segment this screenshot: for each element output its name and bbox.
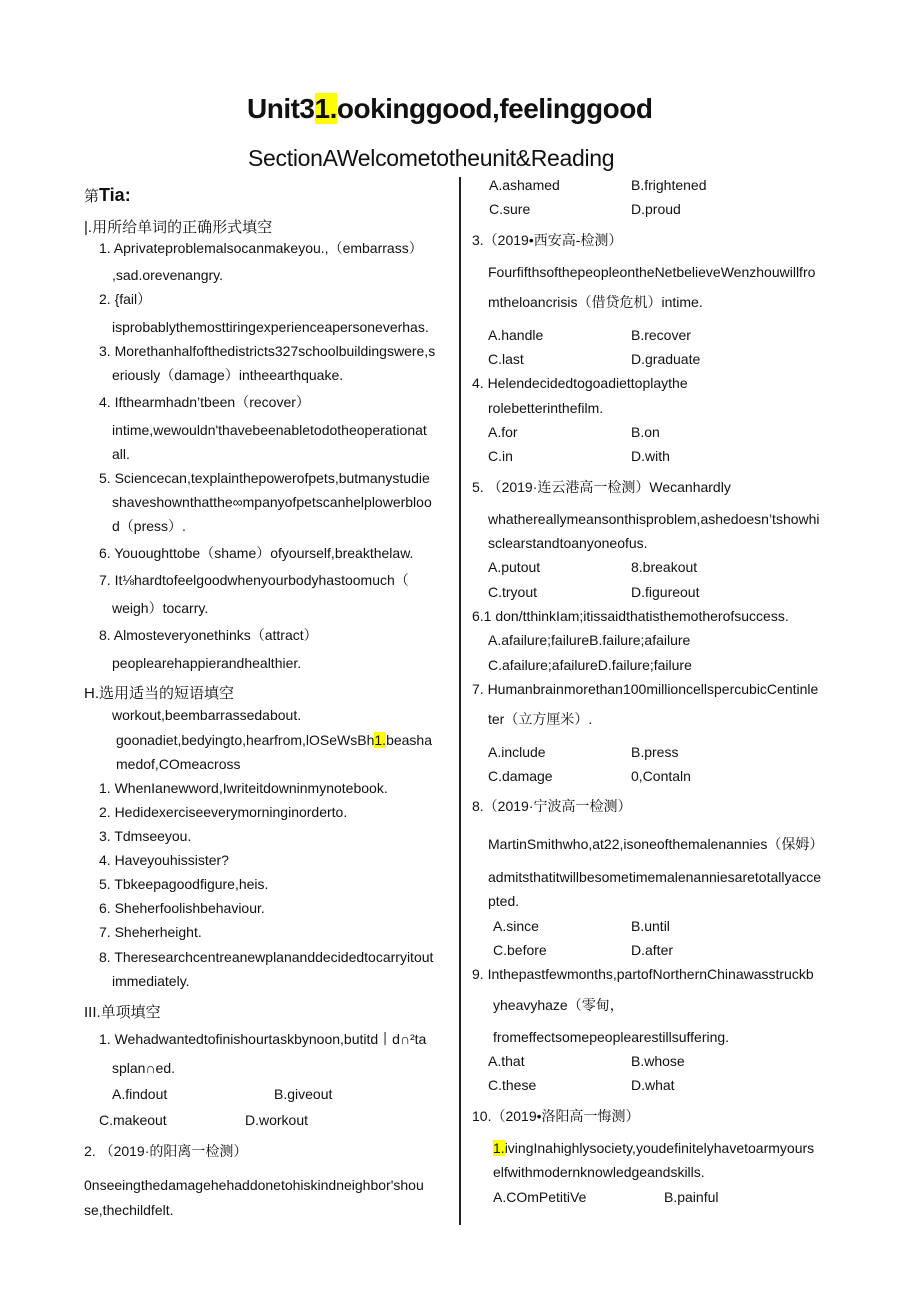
option: B.press (631, 744, 679, 760)
question-line: 7. Humanbrainmorethan100millioncellspercubicCentinle (472, 681, 819, 697)
phrase-list: medof,COmeacross (116, 756, 241, 772)
option: A.handle (488, 327, 544, 343)
page-subtitle: SectionAWelcometotheunit&Reading (248, 145, 615, 171)
phrase-highlight: 1. (374, 732, 387, 748)
section-title-3: III.单项填空 (84, 1004, 161, 1021)
question-line: 8. Theresearchcentreanewplananddecidedtocarryitout (99, 949, 434, 965)
question-line: ,sad.orevenangry. (112, 267, 224, 283)
option: D.workout (245, 1112, 309, 1128)
question-line: 5. Tbkeepagoodfigure,heis. (99, 876, 269, 892)
option: B.on (631, 424, 660, 440)
question-line: 4. Helendecidedtogoadiettoplaythe (472, 375, 688, 391)
option: C.tryout (488, 584, 538, 600)
section-title-2: H.选用适当的短语填空 (84, 685, 235, 702)
question-line (493, 1139, 814, 1157)
question-line: MartinSmithwho,at22,isoneofthemalenannies（保姆） (488, 836, 824, 852)
option: A.putout (488, 559, 541, 575)
question-line: weigh）tocarry. (112, 600, 209, 616)
question-line: se,thechildfelt. (84, 1202, 174, 1218)
question-line: 7. It⅛hardtofeelgoodwhenyourbodyhastoomuch（ (99, 572, 409, 588)
question-line: sclearstandtoanyoneofus. (488, 535, 648, 551)
column-divider (459, 177, 461, 1225)
title-part: Unit3 (247, 93, 315, 124)
question-line: 5. （2019·连云港高一检测）Wecanhardly (472, 479, 731, 495)
heading-tia: Tia: (99, 185, 131, 205)
option: C.damage (488, 768, 553, 784)
question-line: 6.1 don/tthinkIam;itissaidthatisthemotherofsuccess. (472, 608, 789, 624)
option: A.findout (112, 1086, 168, 1102)
option: D.proud (631, 201, 681, 217)
question-line: FourfifthsofthepeopleontheNetbelieveWenzhouwillfro (488, 264, 816, 280)
question-line: 2. Hedidexerciseeverymorninginorderto. (99, 804, 348, 820)
question-line: whathereallymeansonthisproblem,ashedoesn’tshowhi (488, 511, 820, 527)
phrase-text: beasha (386, 732, 432, 748)
option: B.whose (631, 1053, 685, 1069)
question-line: 1. WhenIanewword,Iwriteitdowninmynotebook. (99, 780, 388, 796)
option: B.giveout (274, 1086, 333, 1102)
question-line: yheavyhaze（零甸， (493, 997, 624, 1013)
question-line: 0nseeingthedamagehehaddonetohiskindneighbor'shou (84, 1177, 424, 1193)
question-line: 8.（2019·宁波高一检测） (472, 798, 632, 814)
option: 0,Contaln (631, 768, 691, 784)
question-line: pted. (488, 893, 520, 909)
question-line: 6. Sheherfoolishbehaviour. (99, 900, 265, 916)
question-line: 4. Ifthearmhadn’tbeen（recover） (99, 394, 310, 410)
option: B.frightened (631, 177, 707, 193)
question-line: 10.（2019•洛阳高一悔测） (472, 1108, 640, 1124)
question-line: peoplearehappierandhealthier. (112, 655, 302, 671)
question-line: rolebetterinthefilm. (488, 400, 604, 416)
question-line: 4. Haveyouhissister? (99, 852, 229, 868)
question-line: 2. （2019·的阳离一检测） (84, 1143, 248, 1159)
question-line: 6. Yououghttobe（shame）ofyourself,breakthelaw. (99, 545, 414, 561)
question-line: immediately. (112, 973, 190, 989)
page-title (247, 93, 652, 125)
option: A.ashamed (489, 177, 560, 193)
option: B.until (631, 918, 670, 934)
option: A.COmPetitiVe (493, 1189, 587, 1205)
phrase-list (116, 731, 432, 749)
option: A.that (488, 1053, 525, 1069)
question-line: isprobablythemosttiringexperienceapersoneverhas. (112, 319, 429, 335)
option: C.last (488, 351, 524, 367)
option: A.include (488, 744, 546, 760)
option: B.recover (631, 327, 691, 343)
phrase-text: goonadiet,bedyingto,hearfrom,lOSeWsBh (116, 732, 375, 748)
option: A.since (493, 918, 539, 934)
section-heading (84, 185, 131, 206)
option: C.afailure;afailureD.failure;failure (488, 657, 692, 673)
option: C.these (488, 1077, 537, 1093)
question-line: intime,wewouldn'thavebeenabletodotheoperationat (112, 422, 427, 438)
option: B.painful (664, 1189, 719, 1205)
option: A.for (488, 424, 518, 440)
question-line: 5. Sciencecan,texplainthepowerofpets,butmanystudie (99, 470, 430, 486)
question-line: 3.（2019•西安高-检测） (472, 232, 623, 248)
question-line: fromeffectsomepeoplearestillsuffering. (493, 1029, 730, 1045)
question-highlight: 1. (493, 1140, 505, 1156)
question-line: 1. Wehadwantedtofinishourtaskbynoon,butitd丨d∩²ta (99, 1031, 427, 1047)
option: D.what (631, 1077, 675, 1093)
question-line: 9. Inthepastfewmonths,partofNorthernChinawasstruckb (472, 966, 814, 982)
question-line: splan∩ed. (112, 1060, 175, 1076)
question-line: 8. Almosteveryonethinks（attract） (99, 627, 318, 643)
option: C.sure (489, 201, 531, 217)
phrase-list: workout,beembarrassedabout. (112, 707, 302, 723)
option: D.after (631, 942, 674, 958)
question-line: 7. Sheherheight. (99, 924, 202, 940)
question-line: elfwithmodernknowledgeandskills. (493, 1164, 705, 1180)
question-line: 2. {fail） (99, 291, 152, 307)
option: C.makeout (99, 1112, 167, 1128)
question-line: ter（立方厘米）. (488, 711, 593, 727)
option: D.graduate (631, 351, 701, 367)
question-line: mtheloancrisis（借贷危机）intime. (488, 294, 703, 310)
question-line: all. (112, 446, 130, 462)
title-highlight: 1. (314, 93, 337, 124)
question-line: 3. Tdmseeyou. (99, 828, 192, 844)
option: C.in (488, 448, 513, 464)
option: C.before (493, 942, 547, 958)
option: D.with (631, 448, 670, 464)
question-line: eriously（damage）intheearthquake. (112, 367, 344, 383)
question-line: admitsthatitwillbesometimemalenanniesaretotallyacce (488, 869, 822, 885)
section-title-1: |.用所给单词的正确形式填空 (84, 219, 273, 236)
title-part: ookinggood,feelinggood (336, 93, 653, 124)
option: D.figureout (631, 584, 700, 600)
question-line: 1. Aprivateproblemalsocanmakeyou.,（embarrass） (99, 240, 423, 256)
question-line: shaveshownthatthe∞mpanyofpetscanhelplowerbloo (112, 494, 432, 510)
heading-di: 第 (84, 188, 100, 205)
question-line: 3. Morethanhalfofthedistricts327schoolbuildingswere,s (99, 343, 436, 359)
question-text: ivingInahighlysociety,youdefinitelyhavetoarmyours (504, 1140, 815, 1156)
option: 8.breakout (631, 559, 698, 575)
question-line: d（press）. (112, 518, 186, 534)
option: A.afailure;failureB.failure;afailure (488, 632, 691, 648)
